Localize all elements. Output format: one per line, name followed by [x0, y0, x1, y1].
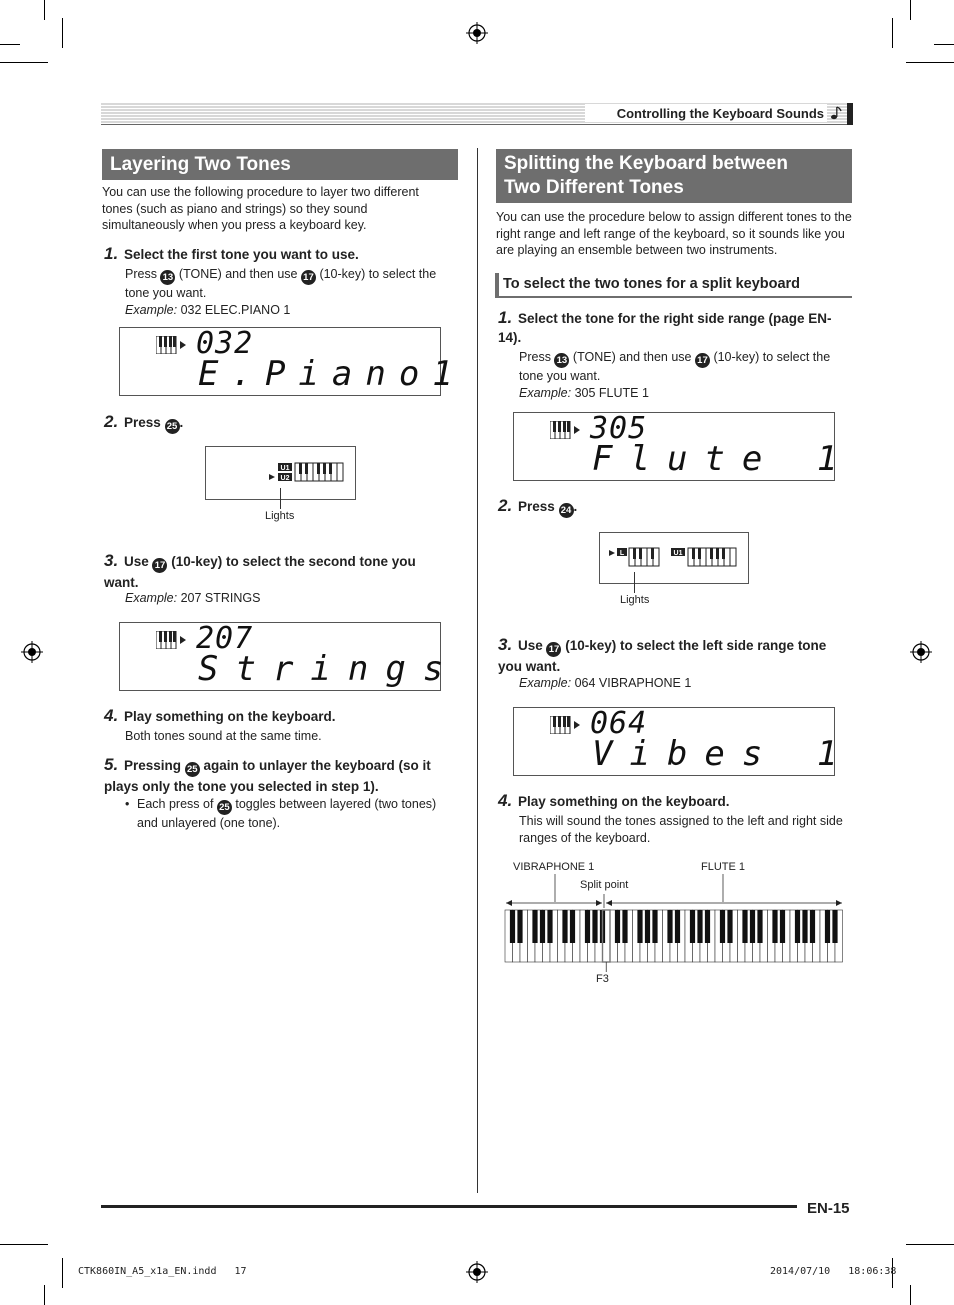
- step-3-heading: 3. Use 17 (10-key) to select the second tone you want.: [104, 551, 416, 590]
- black-key: [780, 910, 785, 943]
- split-step-1-text: Press 13 (TONE) and then use 17 (10-key) to select the tone you want. Example: 305 FLUTE 1: [519, 350, 831, 400]
- black-key: [622, 910, 627, 943]
- split-step-4-text: This will sound the tones assigned to the left and right side ranges of the keyboard.: [519, 814, 843, 845]
- lcd-tone-name: Strings: [198, 649, 461, 689]
- step-1-text: Press 13 (TONE) and then use 17 (10-key) to select the tone you want. Example: 032 ELEC.PIANO 1: [125, 267, 437, 317]
- crop-mark: [62, 18, 63, 48]
- crop-mark: [44, 1285, 45, 1305]
- black-key: [667, 910, 672, 943]
- lights-label: Lights: [265, 510, 295, 522]
- lcd-display: [513, 411, 855, 481]
- black-key: [757, 910, 762, 943]
- lcd-tone-number: 305: [590, 411, 648, 446]
- button-17-icon: 17: [301, 270, 316, 285]
- black-key: [510, 910, 515, 943]
- crop-mark: [910, 1285, 911, 1305]
- lcd-tone-name: E.Piano1: [198, 354, 466, 394]
- black-key: [637, 910, 642, 943]
- lcd-display: [513, 706, 855, 776]
- lcd-tone-number: 032: [196, 326, 254, 361]
- crop-mark: [906, 1244, 954, 1245]
- button-17-icon: 17: [546, 642, 561, 657]
- split-step-2-heading: 2. Press 24 .: [498, 496, 578, 516]
- button-13-icon: 13: [554, 353, 569, 368]
- crop-mark: [892, 18, 893, 48]
- black-key: [675, 910, 680, 943]
- lcd-tone-name: Flute 1: [592, 439, 855, 479]
- header-title: Controlling the Keyboard Sounds: [616, 106, 824, 121]
- lcd-tone-name: Vibes 1: [592, 734, 855, 774]
- black-key: [645, 910, 650, 943]
- u2-label: U2: [280, 475, 290, 482]
- black-key: [772, 910, 777, 943]
- page-number: EN-15: [807, 1200, 850, 1217]
- black-key: [517, 910, 522, 943]
- registration-mark-icon: [21, 641, 43, 663]
- black-key: [532, 910, 537, 943]
- split-step-3-heading: 3. Use 17 (10-key) to select the left side range tone you want.: [498, 635, 827, 674]
- l-label: L: [619, 550, 625, 557]
- splitting-intro: You can use the procedure below to assign different tones to the right range and left range of the keyboard, so it sounds like you are playing an ensemble between two instruments.: [496, 210, 852, 257]
- print-slug-date: 2014/07/10 18:06:38: [770, 1266, 897, 1277]
- step-3-example: Example: 207 STRINGS: [125, 591, 261, 605]
- black-key: [570, 910, 575, 943]
- black-key: [652, 910, 657, 943]
- black-key: [540, 910, 545, 943]
- registration-mark-icon: [910, 641, 932, 663]
- button-13-icon: 13: [160, 270, 175, 285]
- black-key: [547, 910, 552, 943]
- step-2-heading: 2. Press 25 .: [104, 412, 184, 432]
- split-indicator-icon: [608, 546, 740, 568]
- split-point-label: Split point: [580, 879, 629, 891]
- right-tone-label: FLUTE 1: [701, 861, 746, 873]
- keyboard-icon: [550, 716, 586, 734]
- u1-label: U1: [280, 465, 290, 472]
- keyboard-split-diagram: [500, 872, 850, 972]
- black-key: [585, 910, 590, 943]
- music-note-icon: [830, 106, 842, 120]
- black-key: [825, 910, 830, 943]
- footer-rule: [101, 1205, 797, 1208]
- split-step-3-example: Example: 064 VIBRAPHONE 1: [519, 676, 692, 690]
- black-key: [592, 910, 597, 943]
- lights-pointer: [280, 488, 281, 509]
- step-4-heading: 4. Play something on the keyboard.: [104, 706, 336, 725]
- print-slug-file: CTK860IN_A5_x1a_EN.indd 17: [78, 1266, 247, 1277]
- crop-mark: [0, 44, 20, 45]
- lights-pointer: [634, 572, 635, 593]
- black-key: [742, 910, 747, 943]
- lcd-tone-number: 207: [196, 621, 254, 656]
- step-5-bullet: • Each press of 25 toggles between layered (two tones) and unlayered (one tone).: [125, 797, 437, 830]
- split-subheading: To select the two tones for a split keyboard: [495, 273, 852, 298]
- split-step-1-heading: 1. Select the tone for the right side range (page EN-14).: [498, 308, 832, 345]
- step-5-heading: 5. Pressing 25 again to unlayer the keyboard (so it plays only the tone you selected in step 1).: [104, 755, 431, 794]
- black-key: [720, 910, 725, 943]
- lcd-display: [119, 326, 466, 396]
- split-step-4-heading: 4. Play something on the keyboard.: [498, 791, 730, 810]
- crop-mark: [62, 1258, 63, 1288]
- black-key: [562, 910, 567, 943]
- lcd-tone-number: 064: [590, 706, 648, 741]
- button-25-icon: 25: [165, 419, 180, 434]
- crop-mark: [44, 0, 45, 20]
- black-key: [705, 910, 710, 943]
- step-1-heading: 1. Select the first tone you want to use.: [104, 244, 359, 263]
- black-key: [750, 910, 755, 943]
- black-key: [690, 910, 695, 943]
- black-key: [832, 910, 837, 943]
- column-divider: [477, 148, 478, 1193]
- button-17-icon: 17: [695, 353, 710, 368]
- lights-label: Lights: [620, 594, 650, 606]
- keyboard-icon: [550, 421, 586, 439]
- split-indicator-display: [599, 532, 749, 584]
- layering-intro: You can use the following procedure to layer two different tones (such as piano and strings) so they sound simultaneously when you press a keyboard key.: [102, 185, 419, 232]
- registration-mark-icon: [466, 22, 488, 44]
- u1-label: U1: [673, 550, 683, 557]
- button-25-icon: 25: [217, 800, 232, 815]
- crop-mark: [0, 1244, 48, 1245]
- crop-mark: [906, 62, 954, 63]
- button-25-icon: 25: [185, 762, 200, 777]
- black-key: [810, 910, 815, 943]
- button-17-icon: 17: [152, 558, 167, 573]
- registration-mark-icon: [466, 1261, 488, 1283]
- crop-mark: [934, 44, 954, 45]
- step-4-text: Both tones sound at the same time.: [125, 729, 322, 743]
- section-title-layering: Layering Two Tones: [102, 149, 458, 180]
- keyboard-icon: [156, 336, 192, 354]
- black-key: [727, 910, 732, 943]
- crop-mark: [910, 0, 911, 20]
- black-key: [795, 910, 800, 943]
- black-key: [697, 910, 702, 943]
- black-key: [802, 910, 807, 943]
- button-24-icon: 24: [559, 503, 574, 518]
- section-title-splitting: Splitting the Keyboard between Two Different Tones: [496, 149, 852, 203]
- crop-mark: [0, 62, 48, 63]
- lcd-display: [119, 621, 461, 691]
- black-key: [615, 910, 620, 943]
- split-key-label: F3: [596, 973, 609, 985]
- left-tone-label: VIBRAPHONE 1: [513, 861, 595, 873]
- keyboard-icon: [156, 631, 192, 649]
- layer-indicator-icon: [268, 461, 348, 483]
